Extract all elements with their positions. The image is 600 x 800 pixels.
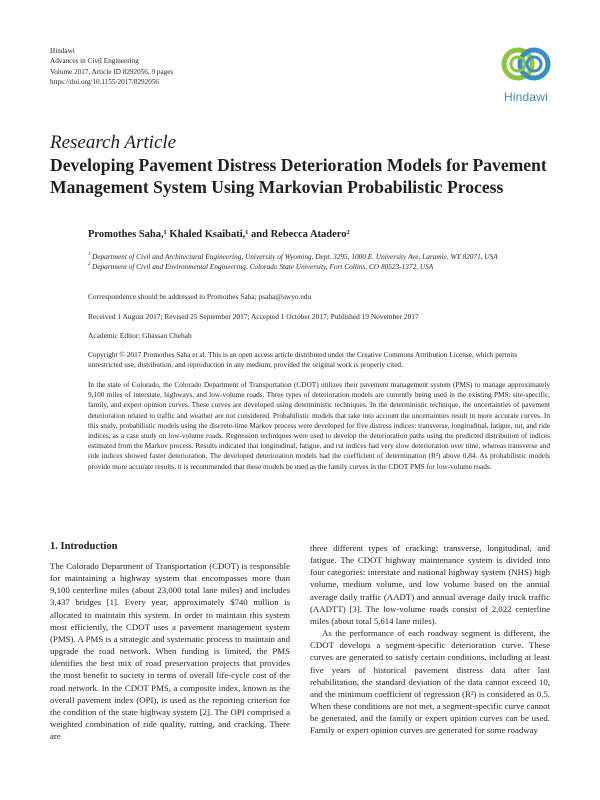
author-list: Promothes Saha,¹ Khaled Ksaibati,¹ and Rebecca Atadero² xyxy=(88,229,350,240)
correspondence: Correspondence should be addressed to Promothes Saha; psaha@uwyo.edu xyxy=(88,292,312,301)
affiliation-text: Department of Civil and Architectural Engineering, University of Wyoming, Dept. 3295, 1000 E. University Ave, Laramie, WY 82071, USA xyxy=(92,252,498,261)
paragraph: The Colorado Department of Transportation (CDOT) is responsible for maintaining a highway system that encompasses more than 9,100 centerline miles (about 23,000 total lane miles) and includes 3,437 bridges [1]. Every year, approximately $740 million is allocated to maintain this system. In order to maintain this system most efficiently, the CDOT uses a pavement management system (PMS). A PMS is a strategic and systematic process to maintain and upgrade the road network. When funding is limited, the PMS identifies the best mix of road preservation projects that provides the most benefit to society in terms of overall life-cycle cost of the road network. In the CDOT PMS, a composite index, known as the overall pavement index (OPI), is used as the reporting criterion for the condition of the state highway system [2]. The OPI comprised a weighted combination of ride quality, rutting, and cracking. There are xyxy=(50,561,290,742)
affiliation-mark: 2 xyxy=(88,262,91,267)
affiliation-2 xyxy=(88,262,568,272)
paragraph: As the performance of each roadway segment is different, the CDOT develops a segment-specific deterioration curve. These curves are generated to satisfy certain conditions, including at least five years of historical pavement distress data after last rehabilitation, the standard deviation of the data cannot exceed 10, and the minimum coefficient of regression (R²) is considered as 0.5. When these conditions are not met, a segment-specific curve cannot be generated, and the family or expert opinion curves can be used. Family or expert opinion curves are generated for some roadway xyxy=(310,628,550,736)
academic-editor: Academic Editor: Ghassan Chehab xyxy=(88,331,192,340)
article-title: Developing Pavement Distress Deterioration Models for Pavement Management System Using Markovian Probabilistic Process xyxy=(50,155,547,197)
body-column-left xyxy=(50,560,290,742)
affiliation-mark: 1 xyxy=(88,252,91,257)
section-heading: 1. Introduction xyxy=(50,541,118,552)
body-column-right xyxy=(310,542,550,737)
affiliations xyxy=(88,252,568,272)
affiliation-1 xyxy=(88,252,568,262)
journal-header xyxy=(50,46,173,88)
paragraph: three different types of cracking: transverse, longitudinal, and fatigue. The CDOT highway maintenance system is divided into four categories: interstate and national highway system (NHS) high volume, medium volume, and low volume based on the annual average daily traffic (AADT) and annual average daily truck traffic (AADTT) [3]. The low-volume roads consist of 2,022 centerline miles (about total 5,614 lane miles). xyxy=(310,543,550,626)
logo-wordmark: Hindawi xyxy=(503,90,549,104)
article-type: Research Article xyxy=(50,132,177,153)
publication-dates: Received 1 August 2017; Revised 25 September 2017; Accepted 1 October 2017; Published 19 November 2017 xyxy=(88,312,419,321)
copyright-notice: Copyright © 2017 Promothes Saha et al. This is an open access article distributed under the Creative Commons Attribution License, which permits unrestricted use, distribution, and reproduction in any medium, provided the original work is properly cited. xyxy=(88,350,518,370)
hindawi-logo xyxy=(494,40,558,106)
journal-name: Advances in Civil Engineering xyxy=(50,57,139,66)
doi-link[interactable]: https://doi.org/10.1155/2017/8292056 xyxy=(50,78,160,87)
publisher-name: Hindawi xyxy=(50,47,75,55)
affiliation-text: Department of Civil and Environmental Engineering, Colorado State University, Fort Collins, CO 80523-1372, USA xyxy=(92,262,434,271)
volume-info: Volume 2017, Article ID 8292056, 9 pages xyxy=(50,67,174,76)
abstract: In the state of Colorado, the Colorado Department of Transportation (CDOT) utilizes their pavement management system (PMS) to manage approximately 9,100 miles of interstate, highways, and low-volume roads. Three types of deterioration models are currently being used in the existing PMS: site-specific, family, and expert opinion curves. These curves are developed using deterministic techniques. In the deterministic technique, the uncertainties of pavement deterioration related to traffic and weather are not considered. Probabilistic models that take into account the uncertainties result in more accurate curves. In this study, probabilistic models using the discrete-time Markov process were developed for five distress indices: transverse, longitudinal, fatigue, rut, and ride indices, as a case study on low-volume roads. Regression techniques were used to develop the deterioration paths using the predicted distribution of indices estimated from the Markov process. Results indicated that longitudinal, fatigue, and rut indices had very slow deterioration over time, whereas transverse and ride indices showed faster deterioration. The developed deterioration models had the coefficient of determination (R²) above 0.84. As probabilistic models provide more accurate results, it is recommended that these models be used as the family curves in the CDOT PMS for low-volume roads. xyxy=(88,380,550,471)
